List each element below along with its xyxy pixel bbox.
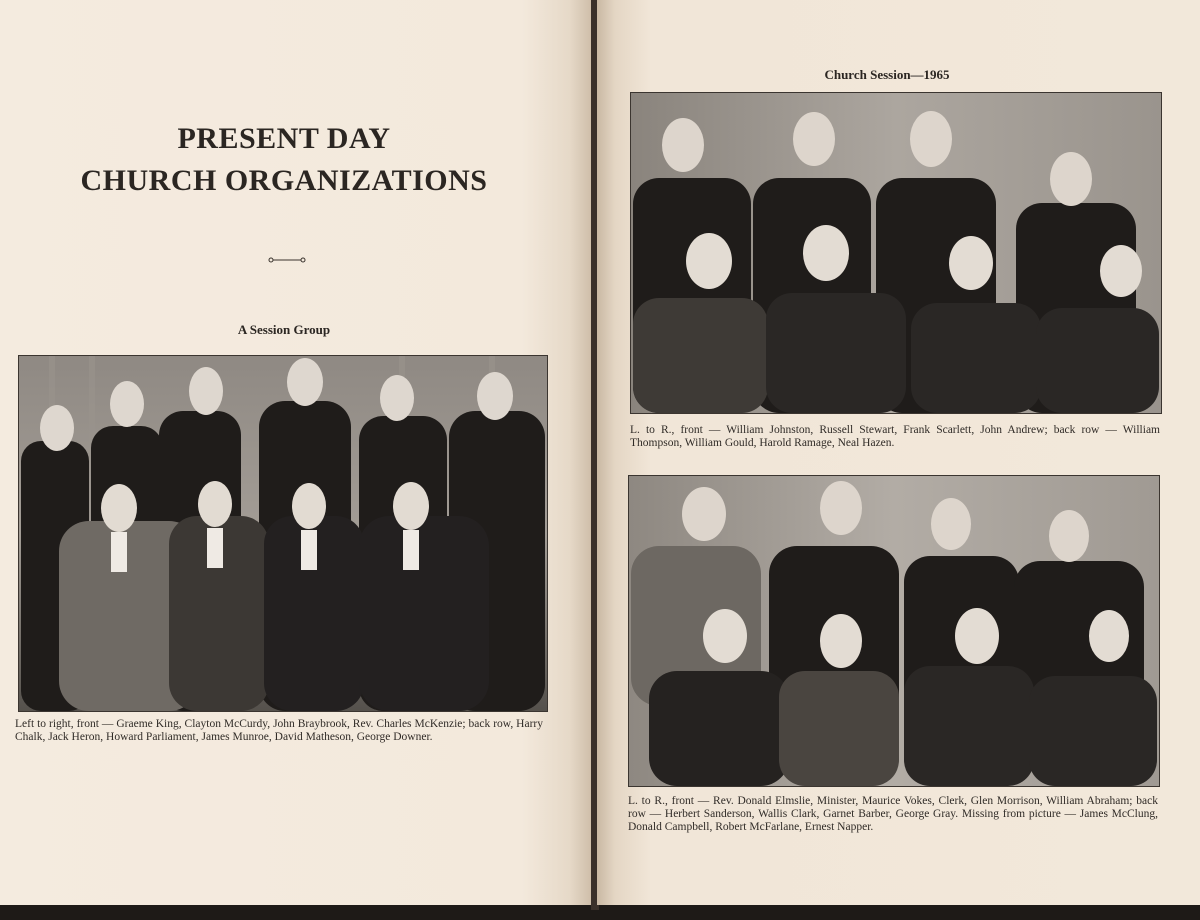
left-page — [0, 0, 593, 905]
church-session-photo-2-caption: L. to R., front — Rev. Donald Elmslie, Minister, Maurice Vokes, Clerk, Glen Morrison, William Abraham; back row — Herbert Sanderson, Wallis Clark, Garnet Barber, George Gray. Missing from picture — James McClung, Donald Campbell, Robert McFarlane, Ernest Napper. — [628, 795, 1158, 833]
right-page — [597, 0, 1200, 905]
page-title — [0, 118, 568, 202]
section-heading-session-group: A Session Group — [237, 322, 331, 337]
church-session-photo-1-caption: L. to R., front — William Johnston, Russell Stewart, Frank Scarlett, John Andrew; back row — William Thompson, William Gould, Harold Ramage, Neal Hazen. — [630, 424, 1160, 449]
ornament-divider-icon — [267, 255, 307, 265]
session-group-caption: Left to right, front — Graeme King, Clayton McCurdy, John Braybrook, Rev. Charles McKenzie; back row, Harry Chalk, Jack Heron, Howard Parliament, James Munroe, David Matheson, George Downer. — [15, 718, 543, 743]
title-line-2: CHURCH ORGANIZATIONS — [80, 164, 488, 197]
section-heading-church-session: Church Session—1965 — [824, 67, 950, 82]
church-session-photo-2 — [628, 475, 1160, 787]
title-line-1: PRESENT DAY — [177, 122, 391, 155]
session-group-photo — [18, 355, 548, 712]
church-session-photo-1 — [630, 92, 1162, 414]
